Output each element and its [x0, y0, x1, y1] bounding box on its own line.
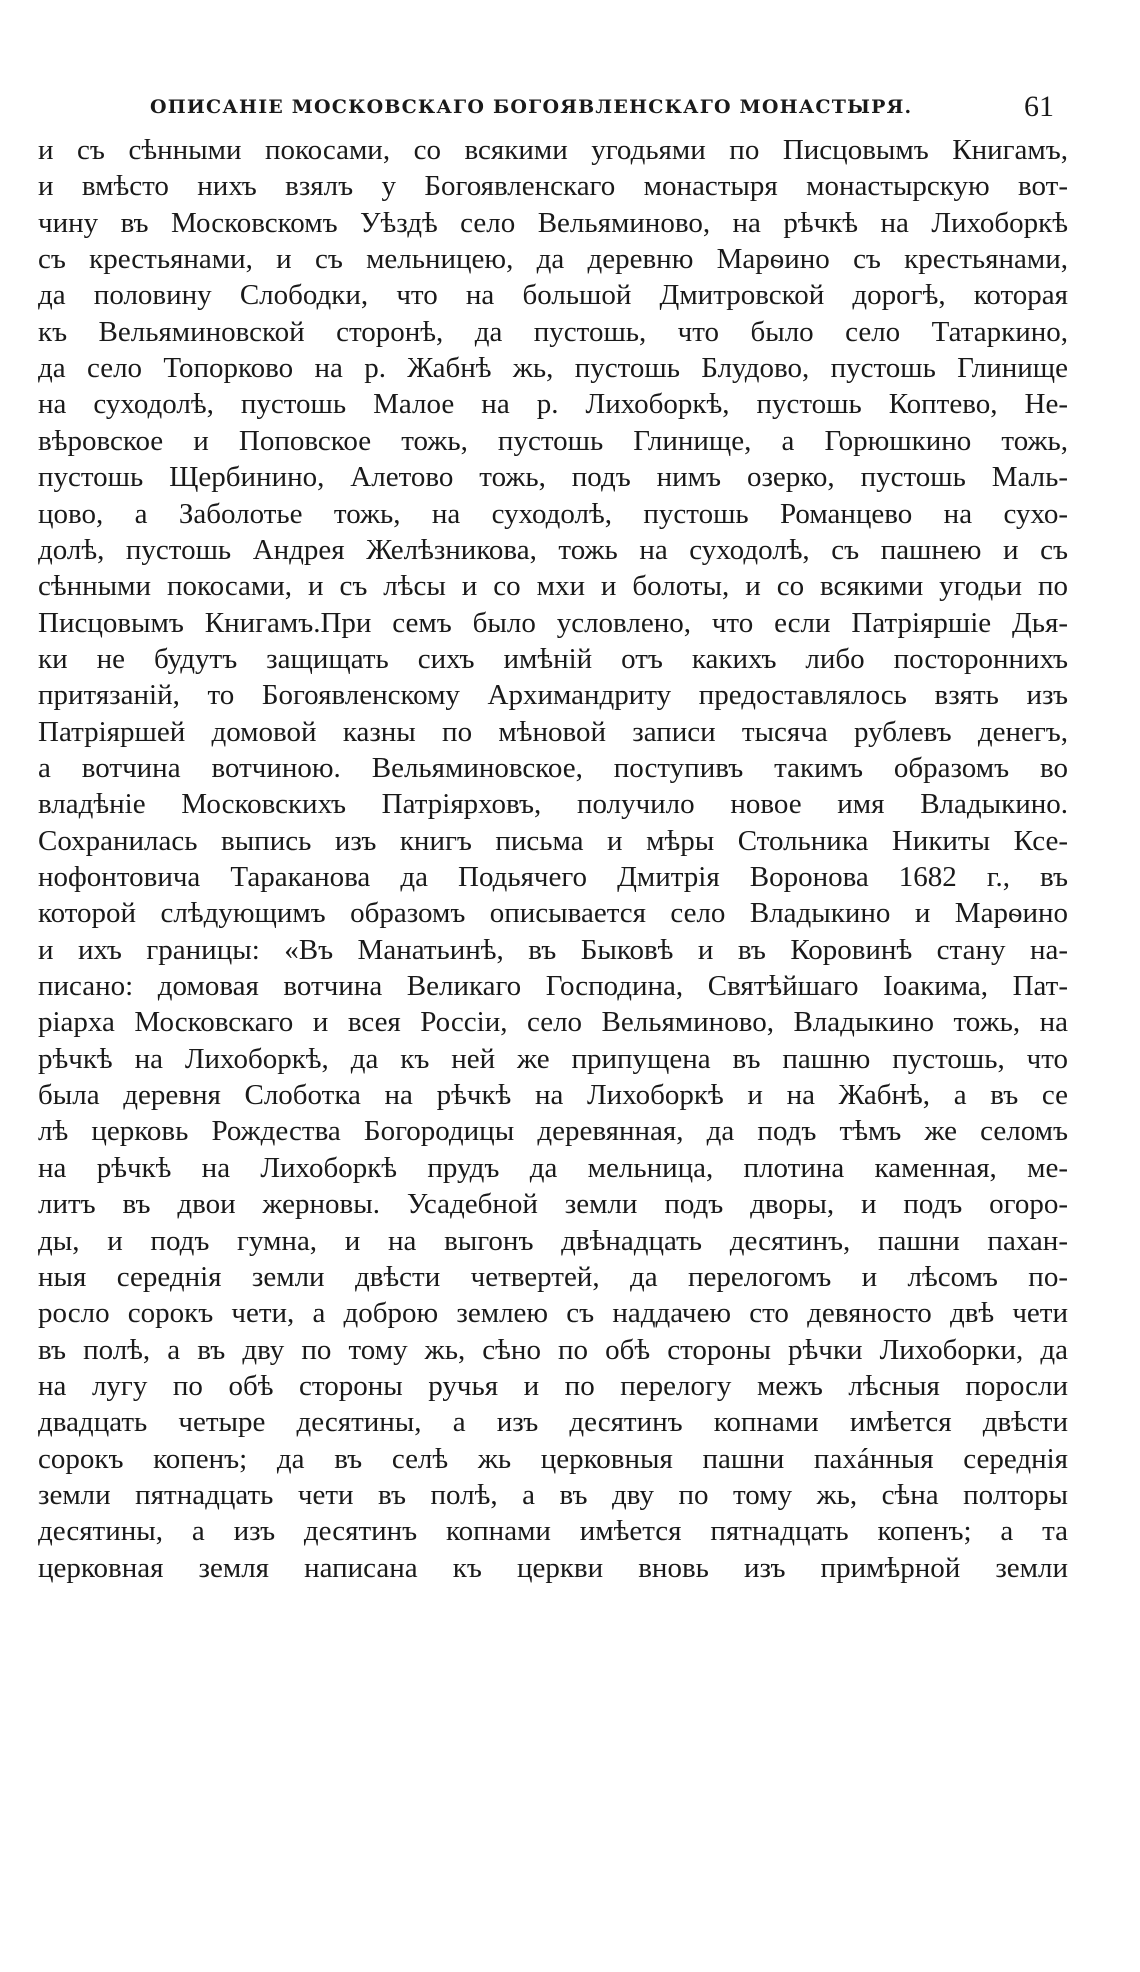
- text-line: была деревня Слоботка на рѣчкѣ на Лихоборкѣ и на Жабнѣ, а въ се: [38, 1079, 1068, 1112]
- text-line: сорокъ копенъ; да въ селѣ жь церковныя пашни пахáнныя середнія: [38, 1442, 1068, 1475]
- text-line: ріарха Московскаго и всея Россіи, село Вельяминово, Владыкино тожь, на: [38, 1006, 1068, 1039]
- text-line: долѣ, пустошь Андрея Желѣзникова, тожь на суходолѣ, съ пашнею и съ: [38, 533, 1068, 566]
- text-line: сѣнными покосами, и съ лѣсы и со мхи и болоты, и со всякими угодьи по: [38, 570, 1068, 603]
- text-line: десятины, а изъ десятинъ копнами имѣется пятнадцать копенъ; а та: [38, 1515, 1068, 1548]
- text-line: а вотчина вотчиною. Вельяминовское, поступивъ такимъ образомъ во: [38, 751, 1068, 784]
- text-line: и ихъ границы: «Въ Манатьинѣ, въ Быковѣ и въ Коровинѣ стану на-: [38, 933, 1068, 966]
- text-line: которой слѣдующимъ образомъ описывается село Владыкино и Марѳино: [38, 897, 1068, 930]
- text-line: писано: домовая вотчина Великаго Господина, Святѣйшаго Іоакима, Пат-: [38, 970, 1068, 1003]
- text-line: притязаній, то Богоявленскому Архимандриту предоставлялось взять изъ: [38, 679, 1068, 712]
- text-line: на суходолѣ, пустошь Малое на р. Лихоборкѣ, пустошь Коптево, Не-: [38, 388, 1068, 421]
- text-line: рѣчкѣ на Лихоборкѣ, да къ ней же припущена въ пашню пустошь, что: [38, 1042, 1068, 1075]
- text-line: и съ сѣнными покосами, со всякими угодьями по Писцовымъ Книгамъ,: [38, 134, 1068, 166]
- text-line: вѣровское и Поповское тожь, пустошь Глинище, а Горюшкино тожь,: [38, 424, 1068, 457]
- text-line: нофонтовича Тараканова да Подьячего Дмитрія Воронова 1682 г., въ: [38, 861, 1068, 893]
- text-line: владѣніе Московскихъ Патріярховъ, получило новое имя Владыкино.: [38, 788, 1068, 821]
- text-line: Писцовымъ Книгамъ.При семъ было условлено, что если Патріяршіе Дья-: [38, 606, 1068, 639]
- text-line: и вмѣсто нихъ взялъ у Богоявленскаго монастыря монастырскую вот-: [38, 170, 1068, 203]
- text-line: къ Вельяминовской сторонѣ, да пустошь, что было село Татаркино,: [38, 315, 1068, 348]
- text-line: росло сорокъ чети, а доброю землею съ наддачею сто девяносто двѣ чети: [38, 1297, 1068, 1330]
- text-line: ды, и подъ гумна, и на выгонъ двѣнадцать десятинъ, пашни пахан-: [38, 1224, 1068, 1257]
- text-line: ныя середнія земли двѣсти четвертей, да перелогомъ и лѣсомъ по-: [38, 1260, 1068, 1293]
- text-line: въ полѣ, а въ дву по тому жь, сѣно по обѣ стороны рѣчки Лихоборки, да: [38, 1333, 1068, 1366]
- text-line: на лугу по обѣ стороны ручья и по перелогу межъ лѣсныя поросли: [38, 1369, 1068, 1402]
- text-line: цово, а Заболотье тожь, на суходолѣ, пустошь Романцево на сухо-: [38, 497, 1068, 530]
- text-line: да село Топорково на р. Жабнѣ жь, пустошь Блудово, пустошь Глинище: [38, 352, 1068, 385]
- text-line: литъ въ двои жерновы. Усадебной земли подъ дворы, и подъ огоро-: [38, 1188, 1068, 1221]
- page-number: 61: [1024, 90, 1054, 123]
- text-line: съ крестьянами, и съ мельницею, да деревню Марѳино съ крестьянами,: [38, 243, 1068, 276]
- running-head-title: ОПИСАНІЕ МОСКОВСКАГО БОГОЯВЛЕНСКАГО МОНАСТЫРЯ.: [150, 96, 913, 118]
- text-line: земли пятнадцать чети въ полѣ, а въ дву по тому жь, сѣна полторы: [38, 1478, 1068, 1511]
- text-line: двадцать четыре десятины, а изъ десятинъ копнами имѣется двѣсти: [38, 1406, 1068, 1439]
- text-line: на рѣчкѣ на Лихоборкѣ прудъ да мельница, плотина каменная, ме-: [38, 1151, 1068, 1184]
- text-line: чину въ Московскомъ Уѣздѣ село Вельяминово, на рѣчкѣ на Лихоборкѣ: [38, 206, 1068, 239]
- text-line: Патріяршей домовой казны по мѣновой записи тысяча рублевъ денегъ,: [38, 715, 1068, 748]
- text-line: Сохранилась выпись изъ книгъ письма и мѣры Стольника Никиты Ксе-: [38, 824, 1068, 857]
- text-line: пустошь Щербинино, Алетово тожь, подъ нимъ озерко, пустошь Маль-: [38, 461, 1068, 494]
- text-line: лѣ церковь Рождества Богородицы деревянная, да подъ тѣмъ же селомъ: [38, 1115, 1068, 1148]
- text-line: ки не будутъ защищать сихъ имѣній отъ какихъ либо постороннихъ: [38, 642, 1068, 675]
- text-line: церковная земля написана къ церкви вновь изъ примѣрной земли: [38, 1551, 1068, 1584]
- text-line: да половину Слободки, что на большой Дмитровской дорогѣ, которая: [38, 279, 1068, 312]
